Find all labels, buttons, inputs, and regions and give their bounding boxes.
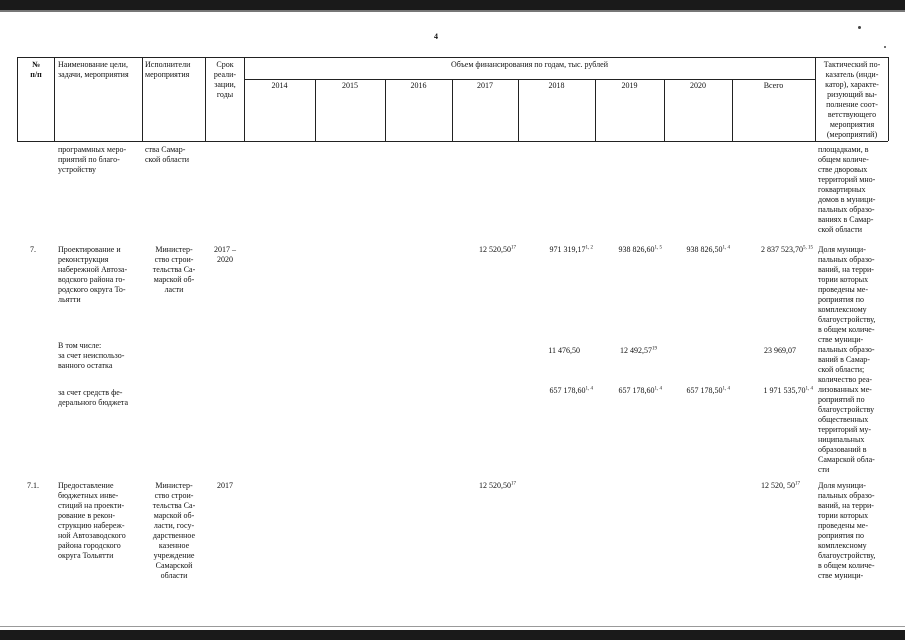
fed-2020: 657 178,50$^{1, 4}$	[686, 386, 730, 395]
row71-num: 7.1.	[27, 481, 39, 490]
row7-indicator: Доля муници- пальных образо- ваний, на терри- тории которых проведены ме- роприятия по комплексному благоустройству, в общем количе- стве муници- пальных образо- ваний в Самар- ской области; количество реа- лизованных ме- роприятий по благоустройству общественных территорий му- ниципальных образований в Самарской обла- сти	[818, 245, 876, 474]
row71-name: Предоставление бюджетных инве- стиций на проекти- рование в рекон- струкцию набереж- ной Автозаводского района городского округа Тольятти	[58, 481, 126, 560]
row71-term: 2017	[217, 481, 233, 490]
scan-bottom-border	[0, 630, 905, 640]
table-top-line	[17, 57, 888, 58]
fed-2018: 657 178,60$^{1, 4}$	[549, 386, 593, 395]
row71-total: 12 520, $50^{17}$	[761, 481, 800, 490]
header-year-2017: 2017	[477, 81, 493, 90]
row7-name: Проектирование и реконструкция набережной Автоза- водского района го- родского округа То- льятти	[58, 245, 128, 304]
header-num: № п/п	[30, 60, 42, 79]
row7-term: 2017 – 2020	[214, 245, 236, 264]
row7-2020: 938 826,50$^{1, 4}$	[686, 245, 730, 254]
fed-total: 1 971 535,70$^{1, 4}$	[763, 386, 813, 395]
scan-bottom-shadow	[0, 626, 905, 627]
incl-2019: 12 492,57$^{19}$	[620, 346, 657, 355]
header-term: Срок реали- зации, годы	[213, 60, 237, 99]
scan-top-shadow	[0, 10, 905, 12]
row7-2019: 938 826,60$^{1, 5}$	[618, 245, 662, 254]
years-header-line	[244, 79, 815, 80]
row7-2017: 12 520,50$^{17}$	[479, 245, 516, 254]
scan-mark	[884, 46, 886, 48]
fed-name: за счет средств фе- дерального бюджета	[58, 388, 129, 407]
col-line	[54, 57, 55, 141]
header-indicator: Тактический по- казатель (инди- катор), характе- ризующий вы- полнение соот- ветствующего мероприятия (мероприятий)	[823, 60, 881, 139]
row71-executor: Министер- ство строи- тельства Са- марской об- ласти, госу- дарственное казенное учреждение Самарской области	[152, 481, 196, 580]
cont-name: программных меро- приятий по благо- устройству	[58, 145, 127, 174]
header-bottom-line	[17, 141, 888, 142]
header-year-2018: 2018	[548, 81, 565, 90]
cont-executor: ства Самар- ской области	[145, 145, 190, 164]
row7-total: 2 837 523,70$^{5, 15}$	[761, 245, 813, 254]
header-year-2016: 2016	[410, 81, 427, 90]
row7-num: 7.	[30, 245, 36, 254]
header-year-2014: 2014	[271, 81, 288, 90]
row71-2017: 12 520,50$^{17}$	[479, 481, 516, 490]
row7-2018: 971 319,17$^{1, 2}$	[549, 245, 593, 254]
header-funding: Объем финансирования по годам, тыс. рублей	[451, 60, 608, 69]
incl-name: за счет неиспользо- ванного остатка	[58, 351, 125, 370]
header-total: Всего	[763, 81, 784, 90]
scan-mark	[858, 26, 861, 29]
header-year-2019: 2019	[621, 81, 638, 90]
header-year-2015: 2015	[342, 81, 358, 90]
incl-label: В том числе:	[58, 341, 102, 350]
header-name: Наименование цели, задачи, мероприятия	[58, 60, 129, 79]
col-line	[888, 57, 889, 141]
incl-2018: 11 476,50	[548, 346, 580, 355]
col-line	[142, 57, 143, 141]
row71-indicator: Доля муници- пальных образо- ваний, на терри- тории которых проведены ме- роприятия по комплексному благоустройству, в общем количе- стве муници-	[818, 481, 876, 580]
header-year-2020: 2020	[690, 81, 706, 90]
cont-indicator: площадками, в общем количе- стве дворовых территорий мно- гоквартирных домов в муници- пальных образо- ваниях в Самар- ской области	[818, 145, 876, 234]
fed-2019: 657 178,60$^{1, 4}$	[618, 386, 662, 395]
scan-top-border	[0, 0, 905, 10]
header-executors: Исполнители мероприятия	[145, 60, 191, 79]
page-number: 4	[434, 32, 438, 41]
incl-total: 23 969,07	[764, 346, 796, 355]
row7-executor: Министер- ство строи- тельства Са- марской об- ласти	[152, 245, 196, 294]
